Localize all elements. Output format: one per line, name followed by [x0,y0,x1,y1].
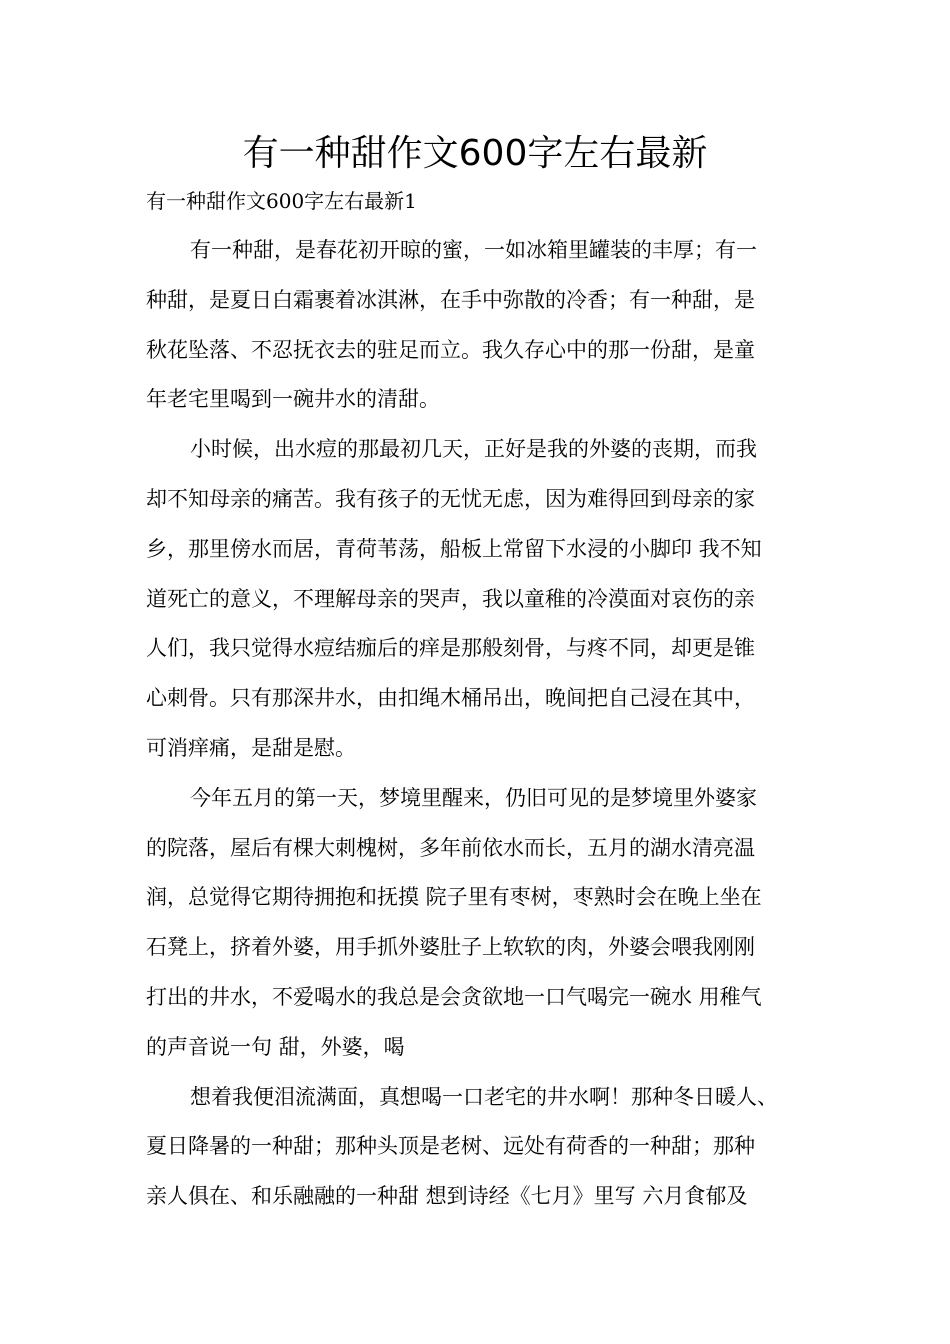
text-line: 夏日降暑的一种甜；那种头顶是老树、远处有荷香的一种甜；那种 [146,1134,755,1159]
text-line: 道死亡的意义，不理解母亲的哭声，我以童稚的冷漠面对哀伤的亲 [146,586,755,611]
text-line: 却不知母亲的痛苦。我有孩子的无忧无虑，因为难得回到母亲的家 [146,486,755,511]
text-line: 打出的井水，不爱喝水的我总是会贪欲地一口气喝完一碗水 用稚气 [146,984,762,1009]
text-line: 年老宅里喝到一碗井水的清甜。 [146,387,440,412]
text-line: 人们，我只觉得水痘结痂后的痒是那般刻骨，与疼不同，却更是锥 [146,636,755,661]
text-line: 的声音说一句 甜，外婆，喝 [146,1034,405,1059]
text-line: 小时候，出水痘的那最初几天，正好是我的外婆的丧期，而我 [190,437,757,462]
text-line: 有一种甜，是春花初开晾的蜜，一如冰箱里罐装的丰厚；有一 [190,238,757,262]
text-line: 种甜，是夏日白霜裹着冰淇淋，在手中弥散的冷香；有一种甜，是 [146,287,755,312]
text-line: 石凳上，挤着外婆，用手抓外婆肚子上软软的肉，外婆会喂我刚刚 [146,935,755,960]
text-line: 今年五月的第一天，梦境里醒来，仍旧可见的是梦境里外婆家 [190,785,757,810]
document-title: 有一种甜作文600字左右最新 [242,133,708,174]
document-subtitle: 有一种甜作文600字左右最新1 [146,189,417,213]
text-line: 可消痒痛，是甜是慰。 [146,735,356,760]
paragraph [146,1080,806,1229]
text-line: 乡，那里傍水而居，青荷苇荡，船板上常留下水浸的小脚印 我不知 [146,536,762,561]
article-body [146,233,806,1229]
text-line: 亲人俱在、和乐融融的一种甜 想到诗经《七月》里写 六月食郁及 [146,1184,748,1209]
paragraph [146,233,806,432]
text-line: 秋花坠落、不忍抚衣去的驻足而立。我久存心中的那一份甜，是童 [146,337,755,362]
paragraph [146,432,806,781]
text-line: 的院落，屋后有棵大刺槐树，多年前依水而长，五月的湖水清亮温 [146,835,755,860]
text-line: 心刺骨。只有那深井水，由扣绳木桶吊出，晚间把自己浸在其中， [146,686,755,711]
text-line: 想着我便泪流满面，真想喝一口老宅的井水啊！那种冬日暖人、 [190,1084,778,1109]
paragraph [146,781,806,1080]
text-line: 润，总觉得它期待拥抱和抚摸 院子里有枣树，枣熟时会在晚上坐在 [146,885,762,910]
